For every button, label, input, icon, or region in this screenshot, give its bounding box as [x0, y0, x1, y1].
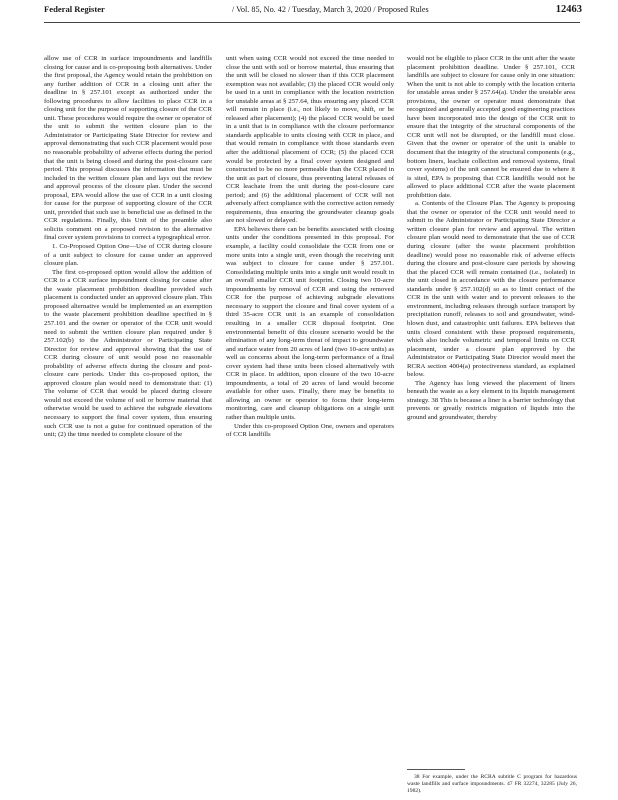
paragraph: allow use of CCR in surface impoundments and landfills closing for cause and is co-proposing both alternatives. Under the first proposal, the Agency would retain the prohibition on any further addition of CCR in a closing unit after the deadline in § 257.101 except as authorized under the following procedures to allow facilities to place CCR in a closing unit for the purpose of supporting closure of the CCR unit. These procedures would require the owner or operator of the unit to submit the written closure plan to the Administrator or Participating State Director for review and approval demonstrating that such CCR placement would pose no reasonable probability of adverse effects during the period that the unit is being closed and during the post-closure care period. This proposal discusses the information that must be included in the written closure plan and lays out the review and approval process of the closure plan. Under the second proposal, EPA would allow the use of CCR in a unit closing for cause for the purpose of supporting closure of the CCR unit, provided that such use is beneficial use as defined in the CCR regulations. Finally, this Unit of the preamble also solicits comment on a proposed revision to the alternative final cover system provisions to correct a typographical error. [44, 55, 212, 242]
text-column-2 [226, 55, 394, 785]
paragraph: The first co-proposed option would allow the addition of CCR to a CCR surface impoundment closing for cause after the waste placement prohibition deadline provided such placement is conducted under an approved closure plan. This proposed alternative would be implemented as an exemption to the waste placement prohibition deadline specified in § 257.101 and the owner or operator of the CCR unit would need to submit the written closure plan required under § 257.102(b) to the Administrator or Participating State Director for review and approval showing that the use of CCR during closure of unit would pose no reasonable probability of adverse effects during the closure and post-closure care periods. Under this co-proposed option, the approved closure plan would need to demonstrate that: (1) The volume of CCR that would be placed during closure would not exceed the volume of soil or borrow material that otherwise would be used to achieve the subgrade elevations necessary to support the final cover system, thus ensuring such CCR use is not a guise for continued operation of the unit; (2) the time needed to complete closure of the [44, 268, 212, 439]
page-number: 12463 [555, 4, 582, 15]
paragraph: unit when using CCR would not exceed the time needed to close the unit with soil or borrow material, thus ensuring that the unit will be closed no slower than if this CCR placement exemption was not available; (3) the placed CCR would only be used in a unit in compliance with the location restriction for unstable areas at § 257.64, thus ensuring any placed CCR will remain in place (i.e., not likely to move, shift, or be released after placement); (4) the placed CCR would be used in a unit that is in compliance with the closure performance standards applicable to units closing with CCR in place, and that would remain in compliance with those standards even after the additional placement of CCR; (5) the placed CCR would be protected by a final cover system designed and constructed to be no more permeable than the CCR placed in the unit as part of closure, thus preventing lateral releases of CCR leachate from the unit during the post-closure care period; and (6) the additional placement of CCR will not adversely affect compliance with the corrective action remedy requirements, thus ensuring the groundwater cleanup goals are not slowed or delayed. [226, 55, 394, 225]
paragraph: a. Contents of the Closure Plan. The Agency is proposing that the owner or operator of the CCR unit would need to submit to the Administrator or Participating State Director a written closure plan for review and approval. The written closure plan would need to demonstrate that the use of CCR during closure (after the waste placement prohibition deadline) would pose no reasonable risk of adverse effects during the closure and post-closure care periods by showing that the placed CCR will remain contained (i.e., isolated) in the unit closed in accordance with the closure performance standards under § 257.102(d) so as to limit contact of the CCR in the unit with water and to prevent releases to the environment, including releases through surface transport by precipitation runoff, releases to soil and groundwater, wind-blown dust, and catastrophic unit failures. EPA believes that units closed consistent with these proposed requirements, which also include volumetric and temporal limits on CCR placement, under a closure plan approved by the Administrator or Participating State Director would meet the RCRA section 4004(a) protectiveness standard, as explained below. [407, 200, 575, 379]
paragraph: The Agency has long viewed the placement of liners beneath the waste as a key element in its liquids management strategy. 38 This is because a liner is a barrier technology that prevents or greatly restricts migration of liquids into the ground and groundwater, thereby [407, 379, 575, 421]
footnote-rule [407, 769, 465, 770]
text-column-3 [407, 55, 575, 755]
paragraph: 1. Co-Proposed Option One—Use of CCR during closure of a unit subject to closure for cause under an approved closure plan. [44, 243, 212, 268]
page-header [44, 4, 582, 18]
text-column-1 [44, 55, 212, 785]
paragraph: EPA believes there can be benefits associated with closing units under the conditions presented in this proposal. For example, a facility could consolidate the CCR from one or more units into a single unit, even though the receiving unit was subject to closure for cause under § 257.101. Consolidating multiple units into a single unit would result in an overall smaller CCR unit footprint. Closing two 10-acre impoundments by removal of CCR and using the removed CCR for the purpose of achieving subgrade elevations necessary to support the closure and final cover system of a third 35-acre CCR unit is an example of consolidation resulting in a smaller CCR disposal footprint. One environmental benefit of this closure scenario would be the elimination of any long-term threat of impact to groundwater and surface water from 20 acres of land (two 10-acre units) as well as concerns about the long-term performance of a final cover system had these units been closed alternatively with CCR in place. In addition, upon closure of the two 10-acre impoundments, a total of 20 acres of land would become available for other uses. Finally, there may be benefits to allowing an owner or operator to focus their long-term monitoring, care and cleanup obligations on a single unit rather than multiple units. [226, 225, 394, 421]
paragraph: Under this co-proposed Option One, owners and operators of CCR landfills [226, 422, 394, 439]
journal-title: Federal Register [44, 4, 105, 14]
issue-info: / Vol. 85, No. 42 / Tuesday, March 3, 2020 / Proposed Rules [231, 5, 429, 14]
footnote: 38 For example, under the RCRA subtitle C program for hazardous waste landfills and surface impoundments. 47 FR 32274, 32285 (July 26, 1982). [407, 774, 577, 794]
header-rule [44, 22, 580, 23]
paragraph: would not be eligible to place CCR in the unit after the waste placement prohibition deadline. Under § 257.101, CCR landfills are subject to closure for cause only in one situation: When the unit is not able to comply with the location criteria for unstable areas under § 257.64(a). Under the unstable area provisions, the owner or operator must demonstrate that recognized and generally accepted good engineering practices have been incorporated into the design of the CCR unit to ensure that the integrity of the structural components of the CCR unit will not be disrupted, or the landfill must close. Given that the owner or operator of the unit is unable to document that the integrity of the structural components (e.g., bottom liners, leachate collection and removal systems, final cover systems) of the unit cannot be ensured due to where it is sited, EPA is proposing that CCR landfills would not be allowed to place additional CCR after the waste placement prohibition date. [407, 55, 575, 199]
